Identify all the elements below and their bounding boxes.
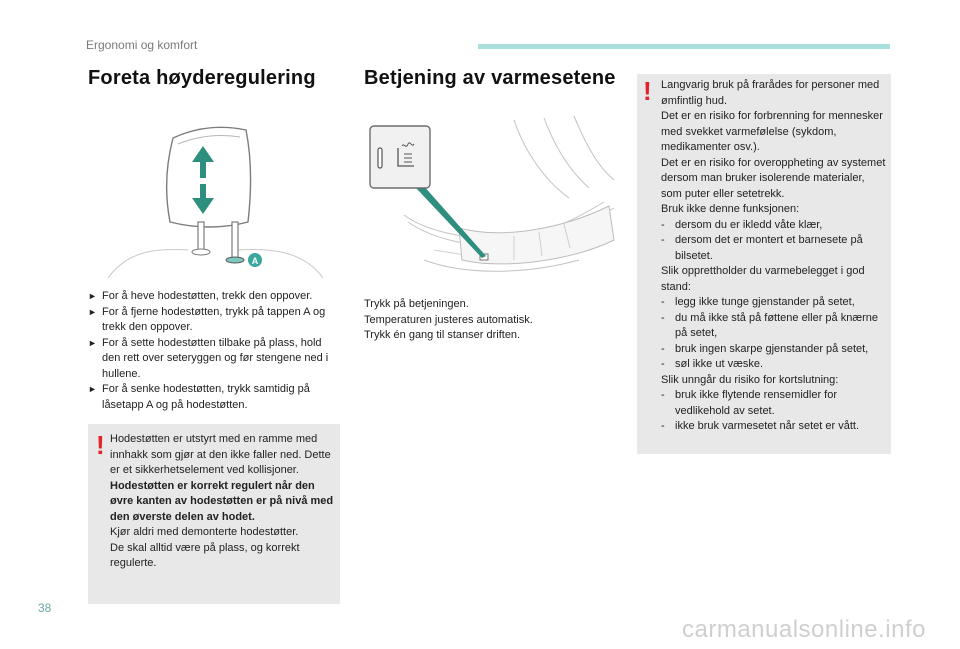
heated-seat-instructions: Trykk på betjeningen. Temperaturen justeres automatisk. Trykk én gang til stanser driften. bbox=[364, 298, 533, 341]
callout-a-label: A bbox=[251, 256, 259, 266]
headrest-illustration bbox=[88, 110, 338, 278]
list-item: ► For å sette hodestøtten tilbake på plass, hold den rett over seteryggen og før stengene ned i hullene. bbox=[88, 336, 329, 380]
page-number: 38 bbox=[38, 601, 52, 615]
list-item: ► For å heve hodestøtten, trekk den oppover. bbox=[88, 289, 340, 305]
watermark: carmanualsonline.info bbox=[682, 616, 926, 643]
section-label: Ergonomi og komfort bbox=[86, 38, 198, 52]
warning-icon: ! bbox=[643, 76, 652, 106]
list-item: - du må ikke stå på føttene eller på knærne på setet, bbox=[661, 311, 878, 339]
heated-seat-warning-box: ! Langvarig bruk på frarådes for personer med ømfintlig hud. Det er en risiko for forbrenning for mennesker med svekket varmefølelse (sykdom, medikamenter osv.). Det er en risiko for overoppheting av systemet dersom man bruker isolerende materialer, som puter eller setetrekk. Bruk ikke denne funksjonen: - dersom du er ikledd våte klær, - dersom det er montert et barnesete på bilsetet. Slik opprettholder du varmebelegget i god stand: - legg ikke tunge gjenstander på setet, - du må ikke stå på føttene eller på knærne på setet, - bruk ingen skarpe gjenstander på setet, - søl ikke ut væske. Slik unngår du risiko for kortslutning: - bruk ikke flytende rensemidler for vedlikehold av setet. - ikke bruk varmesetet når setet er vått. bbox=[637, 74, 891, 454]
heated-seat-illustration bbox=[364, 110, 626, 288]
list-item: - legg ikke tunge gjenstander på setet, bbox=[661, 296, 855, 308]
list-item: ► For å senke hodestøtten, trykk samtidig på låsetapp A og på hodestøtten. bbox=[88, 383, 310, 411]
headrest-section-title: Foreta høyderegulering bbox=[88, 67, 316, 89]
list-item: - ikke bruk varmesetet når setet er vått. bbox=[661, 420, 860, 432]
warning-icon: ! bbox=[96, 430, 105, 460]
headrest-warning-box: ! Hodestøtten er utstyrt med en ramme med innhakk som gjør at den ikke faller ned. Dette er et sikkerhetselement ved kollisjoner. Hodestøtten er korrekt regulert når den øvre kanten av hodestøtten er på nivå med den øverste delen av hodet. Kjør aldri med demonterte hodestøtter. De skal alltid være på plass, og korrekt regulerte. bbox=[88, 424, 340, 604]
arrow-bullet-icon: ► bbox=[88, 306, 97, 317]
list-item: - bruk ikke flytende rensemidler for vedlikehold av setet. bbox=[661, 389, 838, 417]
list-item: - søl ikke ut væske. bbox=[661, 358, 764, 370]
list-item: - bruk ingen skarpe gjenstander på setet, bbox=[661, 342, 869, 355]
header-accent-bar bbox=[478, 44, 890, 49]
headrest-steps-list bbox=[88, 289, 340, 413]
heated-seats-section-title: Betjening av varmesetene bbox=[364, 67, 616, 89]
list-item: ► For å fjerne hodestøtten, trykk på tappen A og trekk den oppover. bbox=[88, 305, 326, 333]
arrow-bullet-icon: ► bbox=[88, 291, 97, 301]
pointer-line bbox=[416, 184, 486, 258]
list-item: - dersom det er montert et barnesete på bilsetet. bbox=[661, 234, 863, 262]
arrow-bullet-icon: ► bbox=[88, 384, 97, 394]
arrow-bullet-icon: ► bbox=[88, 337, 97, 348]
list-item: - dersom du er ikledd våte klær, bbox=[661, 218, 823, 231]
